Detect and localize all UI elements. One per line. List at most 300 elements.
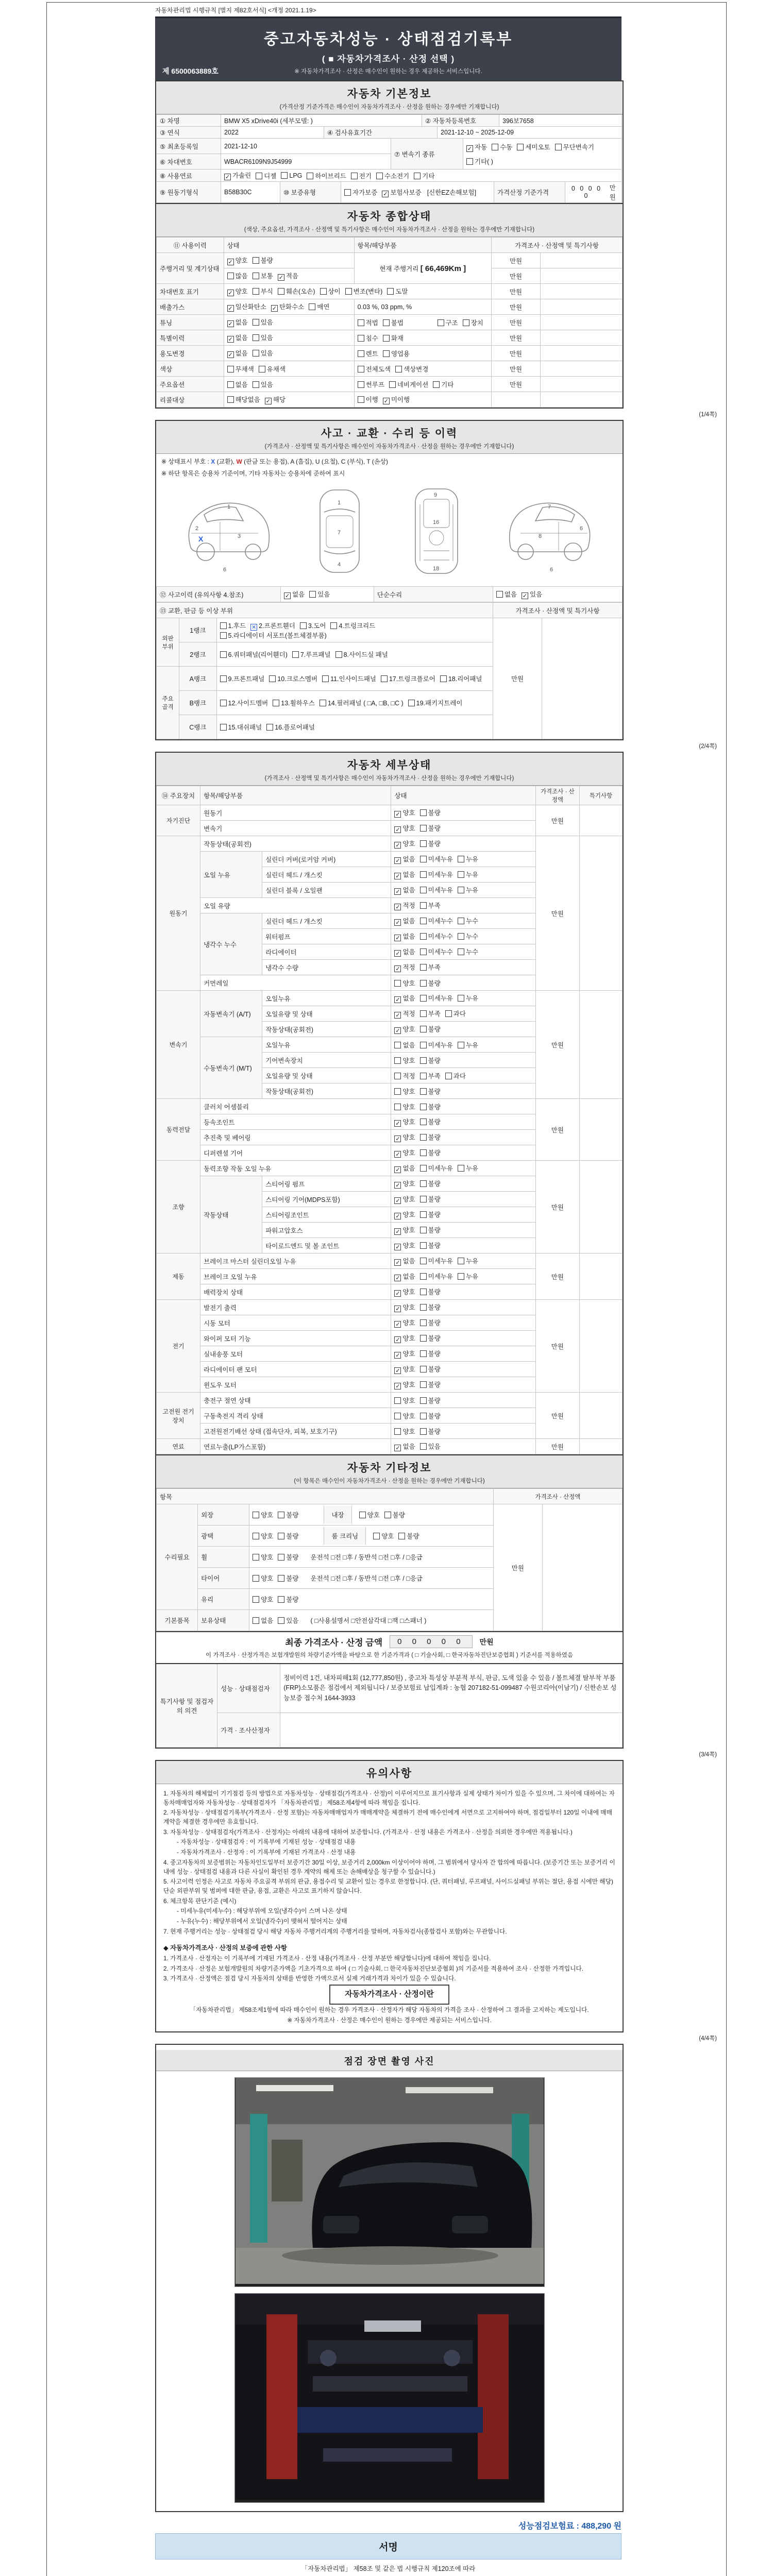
comp-state [224, 392, 354, 408]
base-price-digits: 0 0 0 0 0 [571, 185, 602, 199]
checkbox-누수[interactable] [458, 933, 464, 940]
checkbox-미세누유[interactable] [420, 871, 427, 878]
comp-label-튜닝: 튜닝 [157, 315, 224, 330]
checkbox-과다[interactable] [445, 1010, 452, 1017]
checkbox-영업용[interactable] [383, 350, 390, 357]
checkbox-매연[interactable] [309, 303, 315, 310]
option-기타 [414, 171, 434, 180]
checkbox-구조[interactable] [438, 319, 444, 326]
checkbox-1.후드[interactable] [220, 622, 227, 629]
checkbox-불법[interactable] [383, 319, 390, 326]
detail-price: 만원 [535, 1300, 579, 1393]
checkbox-불량[interactable] [420, 1242, 427, 1249]
checkbox-없음[interactable] [284, 592, 291, 599]
option-불법 [383, 318, 404, 327]
checkbox-양호[interactable] [394, 1088, 401, 1095]
checkbox-양호[interactable] [394, 1383, 401, 1389]
checkbox-불량[interactable] [420, 1289, 427, 1295]
checkbox-미세누유[interactable] [420, 856, 427, 862]
checkbox-없음[interactable] [394, 1259, 401, 1266]
checkbox-양호[interactable] [394, 1397, 401, 1404]
rank-items [216, 715, 493, 739]
checkbox-양호[interactable] [394, 1428, 401, 1435]
checkbox-변조(변타)[interactable] [345, 288, 352, 295]
fee-amount: 488,290 원 [581, 2522, 621, 2531]
checkbox-불량[interactable] [253, 257, 259, 264]
detail-note [579, 836, 622, 991]
detail-item: 라디에이터 팬 모터 [200, 1362, 391, 1377]
final-price-unit: 만원 [479, 1637, 494, 1646]
option-구조 [438, 318, 458, 327]
detail-sub-자동변속기 (A/T): 자동변속기 (A/T) [200, 991, 262, 1037]
checkbox-18.리어패널[interactable] [440, 675, 447, 682]
detail-state [391, 867, 535, 883]
checkbox-세미오토[interactable] [517, 144, 524, 150]
checkbox-적음[interactable] [278, 274, 284, 281]
comp-state-wide [224, 284, 491, 299]
checkbox-누수[interactable] [458, 918, 464, 924]
option-탄화수소 [271, 302, 304, 312]
checkbox-11.인사이드패널[interactable] [322, 675, 329, 682]
checkbox-자가보증[interactable] [344, 189, 351, 196]
checkbox-누유[interactable] [458, 1165, 464, 1172]
checkbox-부족[interactable] [420, 902, 427, 909]
option-label: 양호 [261, 1596, 274, 1603]
checkbox-누유[interactable] [458, 995, 464, 1002]
option-label: 침수 [365, 334, 378, 342]
option-없음 [394, 1256, 415, 1266]
checkbox-누유[interactable] [458, 1042, 464, 1048]
option-없음 [394, 870, 415, 879]
checkbox-6.쿼터패널(리어휀더)[interactable] [220, 651, 227, 658]
checkbox-불량[interactable] [420, 1304, 427, 1311]
detail-item: 파워고압호스 [262, 1223, 391, 1238]
checkbox-적정[interactable] [394, 904, 401, 910]
base-price-unit: 만원 [609, 184, 616, 201]
checkbox-불량[interactable] [420, 1196, 427, 1202]
option-상이 [320, 286, 341, 296]
checkbox-양호[interactable] [394, 811, 401, 818]
checkbox-3.도어[interactable] [300, 622, 307, 629]
checkbox-불량[interactable] [420, 1350, 427, 1357]
checkbox-없음[interactable] [394, 857, 401, 864]
checkbox-양호[interactable] [227, 259, 234, 265]
checkbox-미세누유[interactable] [420, 1165, 427, 1172]
checkbox-적법[interactable] [358, 319, 364, 326]
checkbox-없음[interactable] [496, 591, 503, 598]
guarantee-item: 1. 가격조사 · 산정자는 이 기록부에 기재된 가격조사 · 산정 내용(가격조사 · 산정 부분만 해당합니다)에 대하여 책임을 집니다. [163, 1955, 491, 1962]
checkbox-자동[interactable] [466, 145, 473, 152]
checkbox-불량[interactable] [420, 1118, 427, 1125]
checkbox-기타[interactable] [414, 173, 421, 179]
checkbox-양호[interactable] [394, 1104, 401, 1110]
checkbox-불량[interactable] [420, 1180, 427, 1187]
final-price-label: 최종 가격조사 · 산정 금액 [285, 1638, 383, 1648]
checkbox-불량[interactable] [278, 1533, 284, 1539]
detail-item: 구동축전지 격리 상태 [200, 1408, 391, 1423]
checkbox-양호[interactable] [394, 1136, 401, 1142]
option-label: 불량 [428, 825, 441, 832]
checkbox-불량[interactable] [420, 1088, 427, 1095]
legend-segment: W [236, 458, 242, 465]
checkbox-양호[interactable] [394, 1306, 401, 1312]
checkbox-12.사이드멤버[interactable] [220, 700, 227, 706]
checkbox-있음[interactable] [309, 591, 316, 598]
checkbox-불량[interactable] [278, 1554, 284, 1561]
checkbox-불량[interactable] [420, 809, 427, 816]
notice-item: 2. 자동차성능 · 상태점검기록부(가격조사 · 산정 포함)는 자동차매매업자가 매매계약을 체결하기 전에 매수인에게 서면으로 고지하여야 하며, 점검일부터 120일 이내에 매매계약을 체결한 경우에만 유효합니다. [163, 1809, 613, 1826]
option-label: 기타( ) [475, 158, 493, 165]
checkbox-8.사이드실 패널[interactable] [335, 651, 342, 658]
checkbox-무단변속기[interactable] [555, 144, 562, 150]
checkbox-불량[interactable] [278, 1512, 284, 1518]
checkbox-탄화수소[interactable] [271, 305, 278, 312]
checkbox-16.플로어패널[interactable] [266, 724, 273, 731]
checkbox-불량[interactable] [420, 1134, 427, 1141]
checkbox-불량[interactable] [420, 1413, 427, 1419]
option-label: 불량 [428, 809, 441, 817]
checkbox-미세누유[interactable] [420, 1258, 427, 1264]
option-label: 부족 [428, 1010, 441, 1018]
checkbox-없음[interactable] [227, 351, 234, 358]
option-불량 [420, 1148, 441, 1157]
checkbox-양호[interactable] [394, 1197, 401, 1204]
rank-items [216, 691, 493, 715]
checkbox-불량[interactable] [420, 1381, 427, 1388]
checkbox-상이[interactable] [320, 288, 327, 295]
checkbox-불량[interactable] [420, 1319, 427, 1326]
status-code-legend [161, 457, 617, 466]
checkbox-있음[interactable] [253, 319, 259, 326]
option-불량 [420, 1349, 441, 1358]
option-label: 적정 [402, 1072, 415, 1080]
checkbox-없음[interactable] [227, 336, 234, 343]
checkbox-없음[interactable] [227, 320, 234, 327]
checkbox-5.라디에이터 서포트(볼트체결부품)[interactable] [220, 632, 227, 639]
detail-state [391, 1284, 535, 1300]
detail-item: 워터펌프 [262, 929, 391, 944]
checkbox-양호[interactable] [253, 1554, 259, 1561]
checkbox-디젤[interactable] [256, 173, 262, 179]
option-label: 있음 [286, 1617, 299, 1624]
checkbox-하이브리드[interactable] [307, 173, 313, 179]
page2-box [155, 420, 624, 740]
option-label: 양호 [261, 1512, 274, 1519]
option-label: 미세누수 [428, 918, 453, 925]
option-label: 미세누수 [428, 948, 453, 956]
rank-note [542, 618, 623, 739]
checkbox-4.트렁크리드[interactable] [330, 622, 337, 629]
checkbox-미세누유[interactable] [420, 995, 427, 1002]
checkbox-없음[interactable] [394, 919, 401, 926]
option-영업용 [383, 349, 410, 358]
checkbox-일산화탄소[interactable] [227, 305, 234, 312]
svg-text:7: 7 [548, 504, 551, 510]
checkbox-없음[interactable] [253, 1617, 259, 1624]
checkbox-불량[interactable] [420, 1149, 427, 1156]
checkbox-불량[interactable] [420, 1026, 427, 1032]
checkbox-불량[interactable] [420, 825, 427, 832]
option-미이행 [383, 395, 410, 404]
checkbox-색상변경[interactable] [395, 366, 402, 372]
checkbox-장치[interactable] [463, 319, 469, 326]
checkbox-13.휠하우스[interactable] [273, 700, 279, 706]
option-세미오토 [517, 142, 550, 151]
checkbox-기타[interactable] [433, 381, 440, 388]
checkbox-많음[interactable] [227, 273, 234, 279]
checkbox-미세누유[interactable] [420, 1273, 427, 1280]
checkbox-없음[interactable] [394, 935, 401, 941]
etc-table [156, 1488, 623, 1631]
checkbox-불량[interactable] [420, 1104, 427, 1110]
checkbox-유채색[interactable] [259, 366, 265, 372]
exchange-panel-label: ⑬ 교환, 판금 등 이상 부위 [157, 603, 493, 618]
checkbox-훼손(오손)[interactable] [278, 288, 284, 295]
option-label: 양호 [381, 1533, 394, 1540]
checkbox-LPG[interactable] [281, 172, 288, 179]
checkbox-양호[interactable] [394, 1290, 401, 1297]
basic-info-title: 자동차 기본정보 [347, 88, 432, 100]
photos-header [156, 2050, 623, 2071]
option-누유 [458, 854, 478, 863]
checkbox-불량[interactable] [278, 1596, 284, 1603]
option-없음 [394, 885, 415, 895]
checkbox-양호[interactable] [394, 1413, 401, 1419]
checkbox-양호[interactable] [394, 826, 401, 833]
checkbox-누유[interactable] [458, 887, 464, 893]
detail-header-item: 항목/해당부품 [200, 786, 391, 805]
checkbox-화재[interactable] [383, 335, 390, 342]
option-label: 없음 [504, 591, 517, 598]
checkbox-적정[interactable] [394, 1073, 401, 1079]
option-불량 [420, 1241, 441, 1250]
checkbox-없음[interactable] [394, 1275, 401, 1281]
checkbox-17.트렁크플로어[interactable] [381, 675, 388, 682]
option-label: 양호 [402, 1180, 415, 1188]
checkbox-보통[interactable] [253, 273, 259, 279]
option-label: LPG [289, 172, 303, 179]
checkbox-양호[interactable] [394, 842, 401, 849]
checkbox-양호[interactable] [394, 1151, 401, 1158]
checkbox-가솔린[interactable] [224, 174, 231, 180]
checkbox-없음[interactable] [227, 381, 234, 388]
checkbox-해당[interactable] [265, 398, 272, 404]
comp-state [224, 299, 354, 315]
checkbox-침수[interactable] [358, 335, 364, 342]
checkbox-양호[interactable] [394, 1213, 401, 1219]
checkbox-양호[interactable] [394, 1367, 401, 1374]
option-양호 [394, 808, 415, 818]
option-label: 없음 [402, 856, 415, 863]
checkbox-미세누수[interactable] [420, 933, 427, 940]
checkbox-수소전기[interactable] [376, 173, 383, 179]
option-적음 [278, 271, 298, 281]
detail-item: 추진축 및 베어링 [200, 1130, 391, 1145]
checkbox-양호[interactable] [394, 980, 401, 987]
checkbox-있음[interactable] [253, 350, 259, 357]
checkbox-적정[interactable] [394, 965, 401, 972]
checkbox-불량[interactable] [420, 1366, 427, 1372]
option-유채색 [259, 364, 285, 374]
detail-item: 등속조인트 [200, 1114, 391, 1130]
checkbox-누유[interactable] [458, 871, 464, 878]
checkbox-없음[interactable] [394, 1166, 401, 1173]
checkbox-불량[interactable] [278, 1575, 284, 1582]
checkbox-없음[interactable] [394, 1445, 401, 1451]
checkbox-미세누유[interactable] [420, 887, 427, 893]
checkbox-14.필러패널 ( □A, □B, □C )[interactable] [320, 700, 326, 706]
checkbox-양호[interactable] [394, 1057, 401, 1064]
checkbox-양호[interactable] [359, 1512, 366, 1518]
checkbox-불량[interactable] [420, 1227, 427, 1233]
checkbox-수동[interactable] [492, 144, 498, 150]
checkbox-기타( )[interactable] [466, 158, 473, 165]
checkbox-무채색[interactable] [227, 366, 234, 372]
checkbox-부족[interactable] [420, 1073, 427, 1079]
checkbox-양호[interactable] [394, 1352, 401, 1359]
checkbox-있음[interactable] [278, 1617, 284, 1624]
checkbox-누유[interactable] [458, 1258, 464, 1264]
option-19.패키지트레이 [408, 698, 463, 707]
checkbox-미세누수[interactable] [420, 948, 427, 955]
checkbox-썬루프[interactable] [358, 381, 364, 388]
checkbox-양호[interactable] [253, 1533, 259, 1539]
checkbox-있음[interactable] [253, 334, 259, 341]
option-label: 자가보증 [352, 189, 378, 196]
checkbox-이행[interactable] [358, 396, 364, 403]
checkbox-있음[interactable] [253, 381, 259, 388]
option-없음 [227, 348, 248, 358]
checkbox-양호[interactable] [394, 1244, 401, 1250]
checkbox-양호[interactable] [253, 1596, 259, 1603]
option-양호 [394, 1364, 415, 1374]
checkbox-보험사보증[interactable] [382, 191, 389, 197]
checkbox-불량[interactable] [384, 1512, 391, 1518]
etc-item2-룸 크리닝: 룸 크리닝 [324, 1527, 366, 1545]
checkbox-있음[interactable] [522, 592, 528, 599]
option-불량 [420, 1117, 441, 1126]
option-label: 불량 [428, 979, 441, 987]
checkbox-없음[interactable] [394, 888, 401, 895]
option-누유 [458, 1256, 478, 1265]
page4-box [155, 1760, 624, 2032]
detail-state [391, 1362, 535, 1377]
checkbox-불량[interactable] [420, 1397, 427, 1404]
checkbox-부족[interactable] [420, 964, 427, 971]
checkbox-해당없음[interactable] [227, 396, 234, 403]
checkbox-불량[interactable] [398, 1533, 405, 1539]
checkbox-없음[interactable] [394, 996, 401, 1003]
checkbox-전기[interactable] [351, 173, 358, 179]
svg-text:6: 6 [223, 567, 226, 573]
exchange-panel-table [156, 602, 623, 739]
checkbox-미이행[interactable] [383, 398, 390, 404]
car-name-value: BMW X5 xDrive40i (세부모델: ) [221, 115, 422, 127]
checkbox-불량[interactable] [420, 1211, 427, 1218]
checkbox-불량[interactable] [420, 840, 427, 847]
checkbox-양호[interactable] [394, 1182, 401, 1189]
etc-extra-text: 운전석 □전 □후 / 동반석 □전 □후 / □응급 [310, 1575, 423, 1582]
checkbox-부식[interactable] [253, 288, 259, 295]
checkbox-누유[interactable] [458, 1273, 464, 1280]
checkbox-10.크로스멤버[interactable] [269, 675, 276, 682]
checkbox-네비게이션[interactable] [389, 381, 396, 388]
option-없음 [394, 1163, 415, 1173]
checkbox-9.프론트패널[interactable] [220, 675, 227, 682]
option-수소전기 [376, 171, 409, 180]
checkbox-미세누유[interactable] [420, 1042, 427, 1048]
comp-header-state: 상태 [224, 238, 354, 253]
checkbox-양호[interactable] [394, 1228, 401, 1235]
checkbox-양호[interactable] [253, 1512, 259, 1518]
checkbox-렌트[interactable] [358, 350, 364, 357]
checkbox-양호[interactable] [373, 1533, 380, 1539]
checkbox-양호[interactable] [227, 290, 234, 296]
option-label: 양호 [402, 1412, 415, 1420]
checkbox-도말[interactable] [387, 288, 394, 295]
checkbox-없음[interactable] [394, 950, 401, 957]
checkbox-없음[interactable] [394, 873, 401, 879]
checkbox-양호[interactable] [394, 1321, 401, 1328]
option-불량 [420, 1102, 441, 1111]
rank-group-주요골격: 주요골격 [157, 667, 179, 739]
detail-item: 작동상태(공회전) [262, 1022, 391, 1037]
checkbox-2.프론트휀더[interactable] [250, 624, 257, 631]
option-label: 4.트렁크리드 [339, 622, 376, 630]
checkbox-없음[interactable] [394, 1042, 401, 1048]
checkbox-양호[interactable] [253, 1575, 259, 1582]
checkbox-7.루프패널[interactable] [292, 651, 299, 658]
checkbox-누수[interactable] [458, 948, 464, 955]
option-label: 양호 [261, 1575, 274, 1582]
detail-state [391, 1423, 535, 1439]
option-label: 누유 [465, 887, 479, 894]
checkbox-있음[interactable] [420, 1443, 427, 1450]
option-label: 적법 [365, 319, 378, 327]
option-label: 10.크로스멤버 [277, 675, 318, 683]
checkbox-양호[interactable] [394, 1336, 401, 1343]
checkbox-양호[interactable] [394, 1120, 401, 1127]
checkbox-15.대쉬패널[interactable] [220, 724, 227, 731]
checkbox-과다[interactable] [445, 1073, 452, 1079]
checkbox-미세누수[interactable] [420, 918, 427, 924]
option-label: 미세누유 [428, 1273, 453, 1280]
checkbox-전체도색[interactable] [358, 366, 364, 372]
option-양호 [394, 1210, 415, 1219]
inspector-opinion-label: 성능 · 상태점검자 [217, 1664, 280, 1713]
checkbox-양호[interactable] [394, 1027, 401, 1034]
svg-text:8: 8 [539, 533, 542, 539]
checkbox-불량[interactable] [420, 1057, 427, 1064]
checkbox-누유[interactable] [458, 856, 464, 862]
checkbox-불량[interactable] [420, 1335, 427, 1342]
detail-note [579, 1439, 622, 1454]
option-있음 [309, 589, 330, 599]
checkbox-불량[interactable] [420, 1428, 427, 1435]
etc-subtitle: (이 항목은 매수인이 자동차가격조사 · 산정을 원하는 경우에만 기재합니다) [294, 1478, 485, 1484]
definition-note: ※ 자동차가격조사 · 산정은 매수인이 원하는 경우에만 제공되는 서비스입니다. [287, 2016, 492, 2024]
accident-history-row [156, 586, 623, 602]
checkbox-적정[interactable] [394, 1012, 401, 1019]
checkbox-부족[interactable] [420, 1010, 427, 1017]
option-없음 [394, 1442, 415, 1451]
checkbox-불량[interactable] [420, 980, 427, 987]
option-16.플로어패널 [266, 722, 315, 732]
checkbox-19.패키지트레이[interactable] [408, 700, 415, 706]
option-없음 [227, 380, 248, 389]
detail-price: 만원 [535, 1439, 579, 1454]
option-양호 [394, 823, 415, 833]
